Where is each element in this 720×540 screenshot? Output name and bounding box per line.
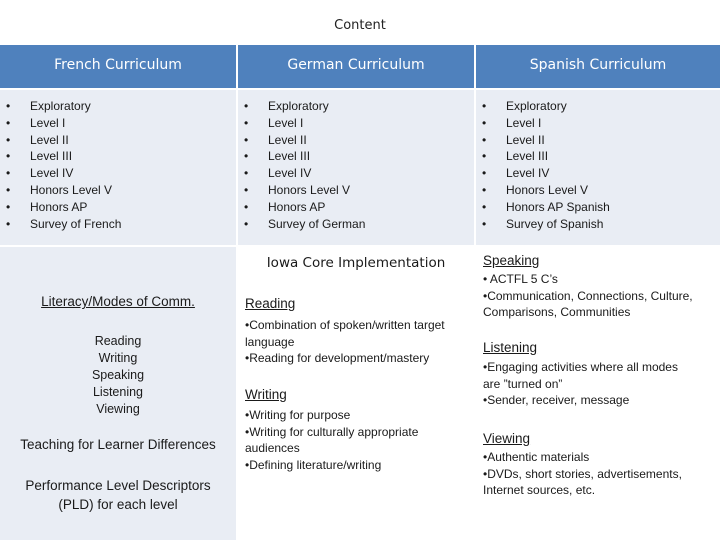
spanish-list-panel: [476, 90, 720, 245]
detail-line: are ”turned on”: [483, 376, 563, 391]
mode-item: Viewing: [96, 402, 140, 416]
french-list-panel: [0, 90, 236, 245]
list-item: • Exploratory: [6, 98, 121, 115]
detail-line: audiences: [245, 441, 300, 455]
slide-title: Content: [334, 18, 386, 33]
list-item: • Level III: [244, 148, 365, 165]
list-item: • Honors AP: [244, 199, 365, 216]
list-item: • Level III: [482, 148, 610, 165]
header-french: [0, 45, 236, 88]
list-item: • Honors AP Spanish: [482, 199, 610, 216]
list-item: • Level IV: [482, 165, 610, 182]
modes-detail-section: [476, 247, 720, 540]
list-item: • Honors Level V: [482, 182, 610, 199]
detail-line: •Reading for development/mastery: [245, 351, 430, 365]
pld-text: [0, 476, 236, 514]
list-item: • Level II: [482, 132, 610, 149]
viewing-label: Viewing: [483, 431, 531, 446]
detail-line: •Combination of spoken/written target: [245, 318, 445, 332]
literacy-panel: [0, 247, 236, 540]
learner-differences: Teaching for Learner Differences: [20, 437, 216, 452]
detail-line: •Sender, receiver, message: [483, 393, 630, 407]
list-item: • Level I: [482, 115, 610, 132]
pld-line: (PLD) for each level: [58, 497, 178, 512]
french-level-list: [6, 98, 121, 232]
detail-line: •Writing for purpose: [245, 408, 351, 422]
mode-item: Speaking: [91, 368, 145, 382]
speaking-label: Speaking: [483, 253, 540, 268]
detail-line: Internet sources, etc.: [483, 483, 596, 497]
list-item: • Level II: [244, 132, 365, 149]
speaking-details: [483, 271, 719, 321]
list-item: • Honors Level V: [244, 182, 365, 199]
mode-item: Reading: [94, 334, 142, 348]
modes-list: [0, 333, 236, 418]
detail-line: •Communication, Connections, Culture,: [483, 288, 693, 303]
literacy-heading: Literacy/Modes of Comm.: [41, 294, 195, 309]
detail-line: •Engaging activities where all modes: [483, 360, 678, 374]
writing-label: Writing: [245, 387, 287, 402]
list-item: • Level IV: [244, 165, 365, 182]
detail-line: •DVDs, short stories, advertisements,: [483, 466, 682, 481]
reading-details: [245, 317, 473, 367]
list-item: • Level III: [6, 148, 121, 165]
german-level-list: [244, 98, 365, 232]
list-item: • Honors Level V: [6, 182, 121, 199]
iowa-core-section: [238, 247, 474, 540]
detail-line: •Defining literature/writing: [245, 457, 382, 472]
list-item: • Survey of French: [6, 216, 121, 233]
pld-line: Performance Level Descriptors: [25, 478, 211, 493]
listening-label: Listening: [483, 340, 538, 355]
detail-line: language: [245, 334, 295, 349]
list-item: • Level I: [244, 115, 365, 132]
header-spanish: [476, 45, 720, 88]
detail-line: • ACTFL 5 C’s: [483, 272, 558, 286]
list-item: • Level II: [6, 132, 121, 149]
header-german-label: German Curriculum: [287, 56, 425, 73]
list-item: • Survey of Spanish: [482, 216, 610, 233]
german-list-panel: [238, 90, 474, 245]
header-spanish-label: Spanish Curriculum: [529, 56, 667, 73]
reading-label: Reading: [245, 296, 296, 311]
spanish-level-list: [482, 98, 610, 232]
list-item: • Survey of German: [244, 216, 365, 233]
detail-line: Comparisons, Communities: [483, 305, 631, 319]
mode-item: Writing: [98, 351, 138, 365]
mode-item: Listening: [92, 385, 144, 399]
detail-line: •Authentic materials: [483, 450, 590, 464]
list-item: • Level IV: [6, 165, 121, 182]
list-item: • Exploratory: [244, 98, 365, 115]
list-item: • Level I: [6, 115, 121, 132]
list-item: • Exploratory: [482, 98, 610, 115]
writing-details: [245, 407, 473, 473]
detail-line: •Writing for culturally appropriate: [245, 424, 419, 439]
list-item: • Honors AP: [6, 199, 121, 216]
header-german: [238, 45, 474, 88]
header-french-label: French Curriculum: [54, 56, 182, 73]
viewing-details: [483, 449, 719, 499]
listening-details: [483, 359, 719, 409]
iowa-core-heading: Iowa Core Implementation: [266, 255, 446, 271]
